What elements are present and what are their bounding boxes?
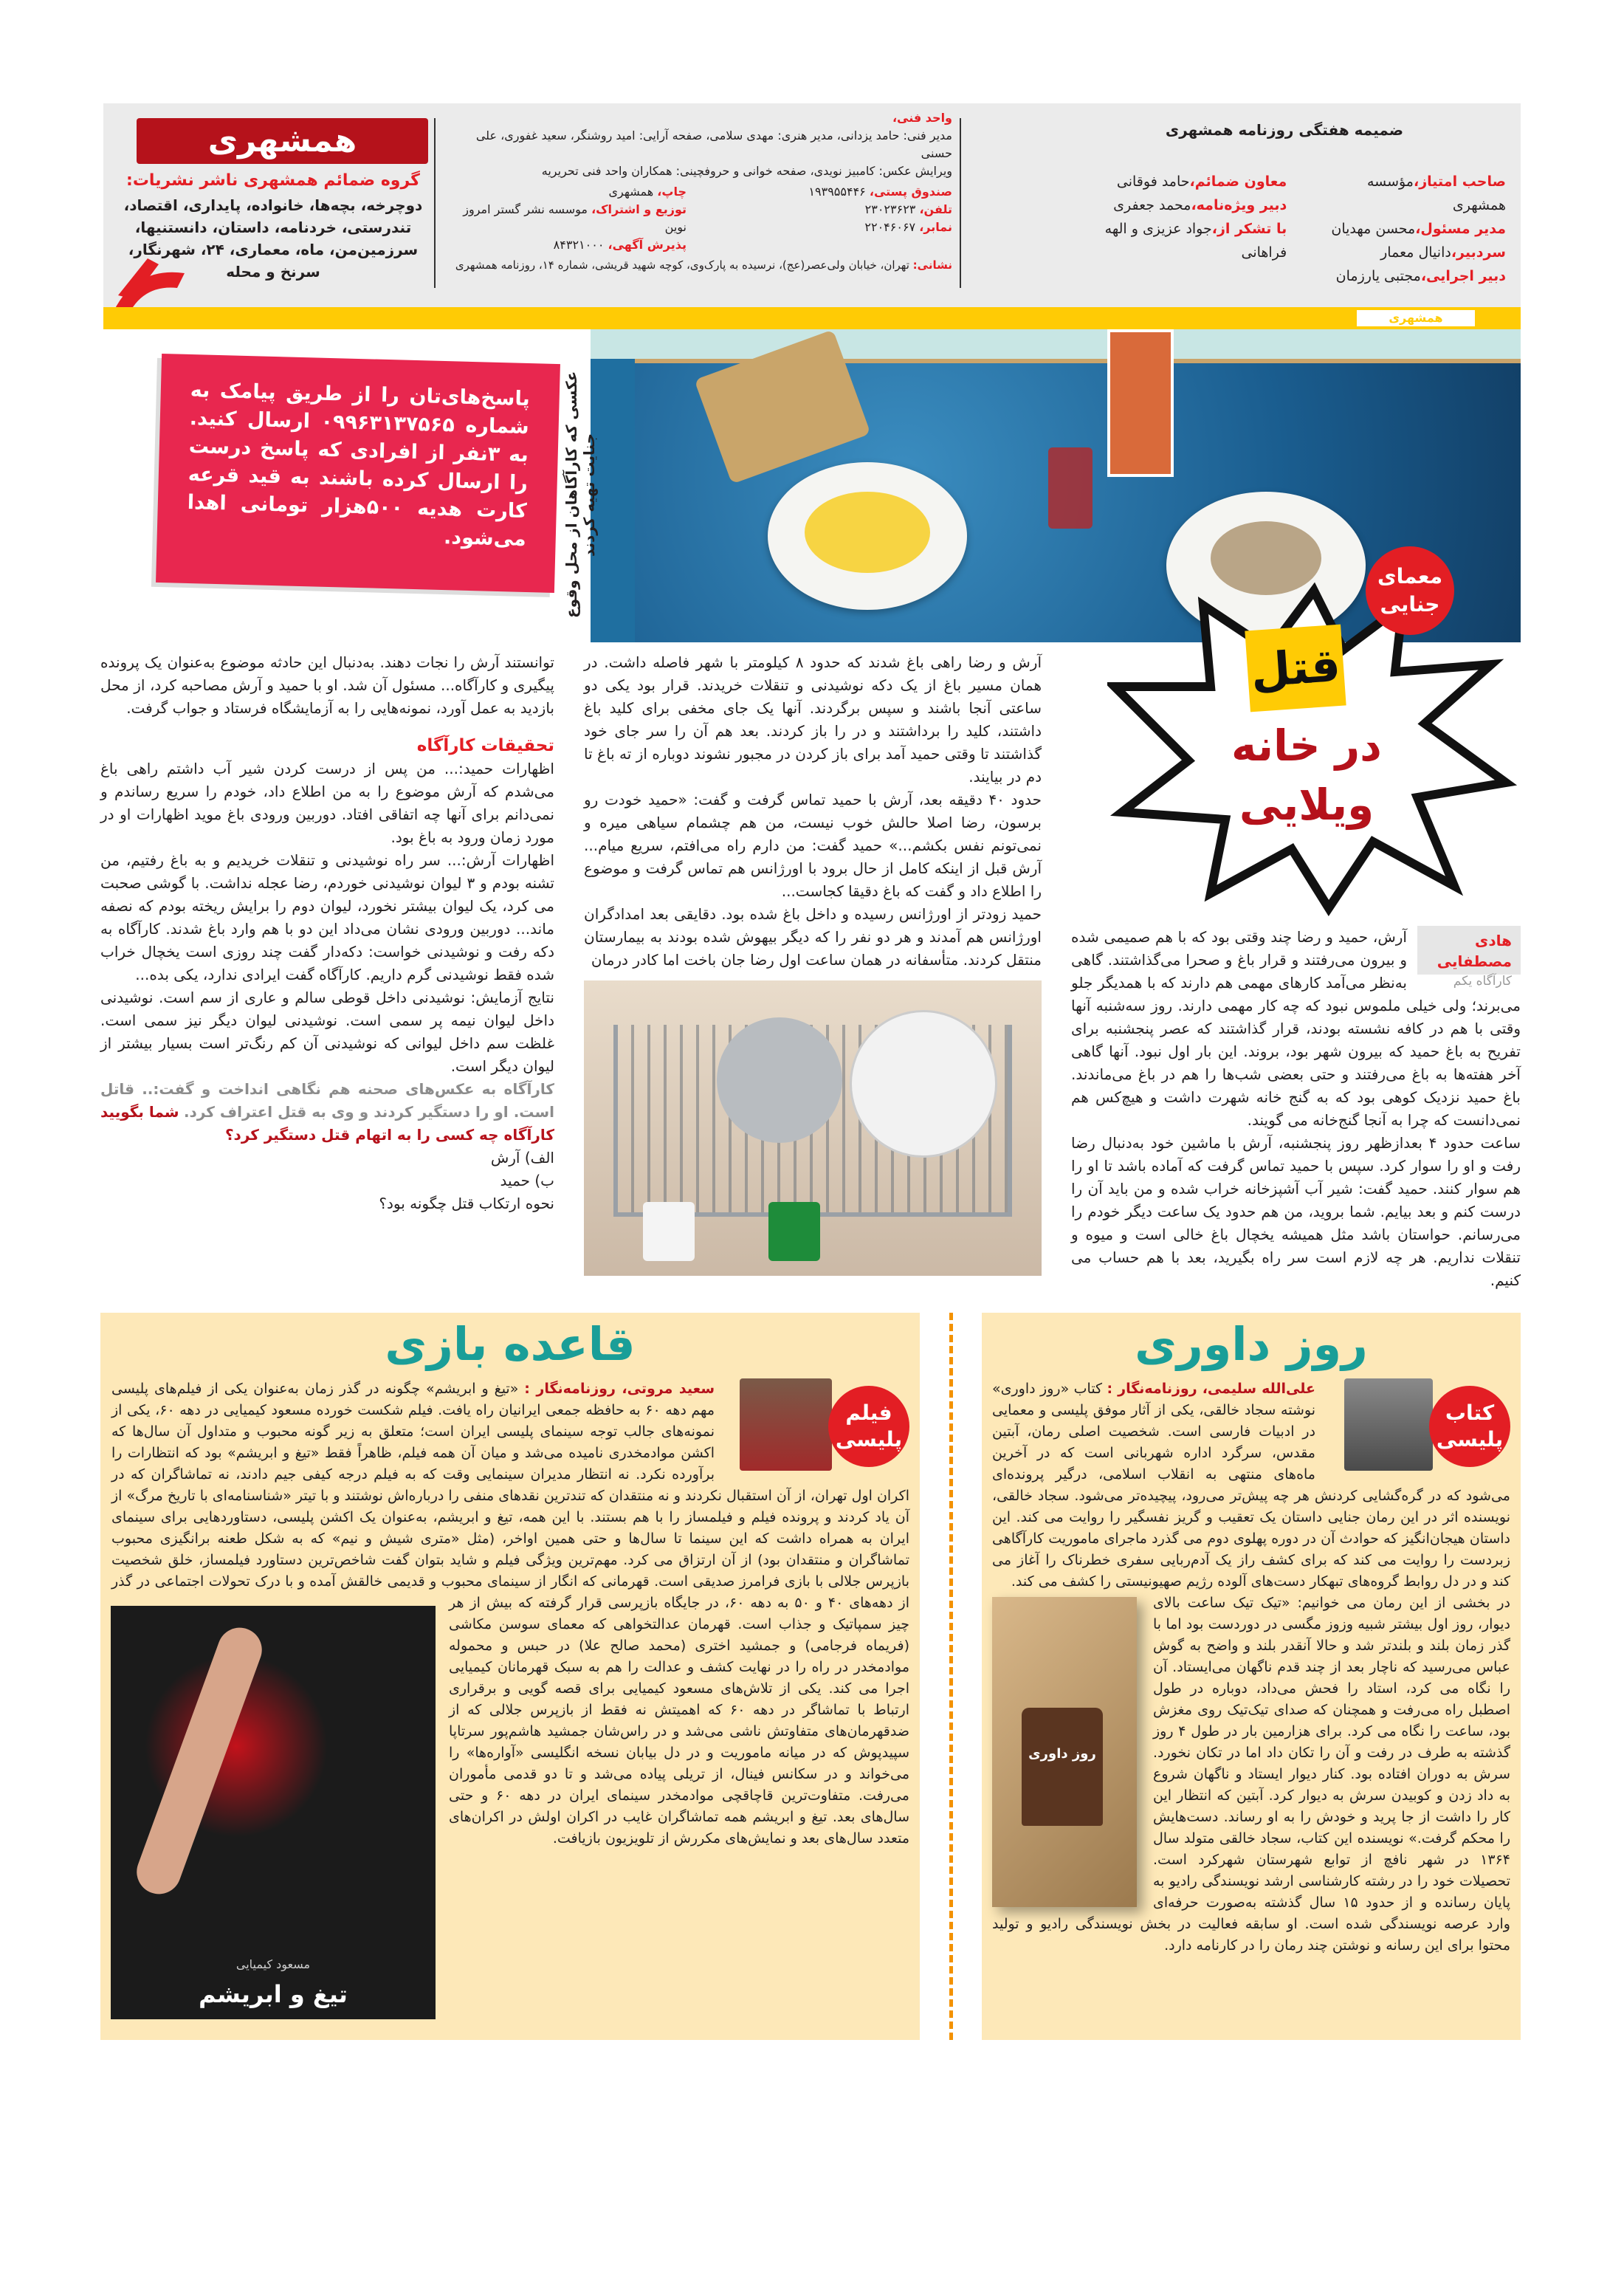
address: تهران، خیابان ولی‌عصر(عج)، نرسیده به پارک‌وی، کوچه شهید قریشی، شماره ۱۴، روزنامه همشهری [455,258,909,272]
title-spacer [1071,651,1521,926]
credit-label: دبیر اجرایی، [1420,268,1506,284]
paragraph: توانستند آرش را نجات دهند. به‌دنبال این حادثه موضوع به‌عنوان یک پرونده پیگیری و کارآگاه... مسئول آن شد. او با حمید و آرش مصاحبه کرد، از محل بازدید به عمل آورد، نمونه‌هایی را به آزمایشگاه فرستاد و جواب گرفت. [100,653,554,717]
poster-title: تیغ و ابریشم [199,1980,348,2008]
contact-label: تلفن، [919,202,952,216]
divider [960,118,961,288]
book-cover-title: روز داوری [1022,1708,1103,1826]
credit-value: جواد عزیزی و الهه فراهانی [1104,221,1287,261]
paragraph: حمید زودتر از اورژانس رسیده و داخل باغ شده بود. دقایقی بعد امدادگران اورژانس هم آمدند و هر دو نفر را که دیگر بیهوش شده بودند به بیمارستان منتقل کردند. متأسفانه در همان ساعت اول رضا جان باخت اما کادر درمان [584,905,1042,969]
contact-label: چاپ، [657,185,687,199]
question: شما بگویید کارآگاه چه کسی را به اتهام قتل دستگیر کرد؟ [100,1103,554,1144]
credit-label: معاون ضمائم، [1189,174,1287,190]
credit-value: مؤسسه همشهری [1366,174,1506,213]
paragraph: ساعت حدود ۴ بعدازظهر روز پنجشنبه، آرش با ماشین خود به‌دنبال رضا رفت و او را سوار کرد. سپس با حمید تماس گرفت که آماده باشد تا او را هم سوار کنند. حمید گفت: شیر آب آشپزخانه خراب شده و من باید آن را درست کنم و بعد بیایم. شما بروید، من هم حدود یک ساعت دیگر خودم را می‌رسانم. حواستان باشد مثل همیشه یخچال باغ خالی است و میوه و تنقلات نداریم. هر چه لازم است سر راه بگیرید، بعد با هم حساب می کنیم. [1071,1134,1521,1289]
publisher-line: سرزمین‌من، ماه، معماری، ۲۴، شهرنگار، [128,241,419,258]
badge-line: پلیسی [835,1427,903,1452]
paragraph: «تیغ و ابریشم» چگونه در گذر زمان به‌عنوان یکی از فیلم‌های پلیسی مهم دهه ۶۰ به حافظه جمعی ایرانیان راه یافت. فیلم شکست خورده مسعود کیمیایی در دهه ۶۰، یکی از نمونه‌های جالب توجه سینمای پلیسی ایران است؛ متعلق به زیر گونه محبوب و متداول آن سال‌ها که اکشن موادمخدری نامیده می‌شد و میان آن همه فیلم، ظاهراً فقط «تیغ و ابریشم» بود که انتظارات را برآورده نکرد. نه انتظار مدیران سینمایی وقت که به فیلم درجه کیفی جیم دادند، نه تماشاگران که در اکران اول تهران، از آن استقبال نکردند و نه منتقدان که تندترین نقدهای منفی را درباره‌اش نوشتند و با تیتر «شناسنامه‌ای با تاریخ مرگ» از آن یاد کردند و پرونده فیلم و فیلمساز را با هم بستند. با این همه، تیغ و ابریشم، به‌عنوان یک اکشن پلیسی، دستاوردهایی برای سینمای ایران به همراه داشت که این سینما تا سال‌ها و حتی همین اواخر، (مثل «متری شیش و نیم» که به شکل طعنه برانگیزی محبوب تماشاگران و منتقدان بود) از آن ارتزاق می کرد. مهم‌ترین ویژگی فیلم و شاید بتوان گفت شاخص‌ترین دستاورد فیلمساز، خلق شخصیت بازپرس جلالی با بازی فرامرز صدیقی است. قهرمانی که انگار از سینمای محبوب و قدیمی خالقش آمده و با درک تحولات اجتماعی در گذر از دهه‌های ۴۰ و ۵۰ به دهه ۶۰، در جایگاه بازپرسی قرار گرفته که بیش از هر چیز سمپاتیک و جذاب است. قهرمان عدالتخواهی که معمای سوسن مکاشی (فریماه فرجامی) و جمشید اختری (محمد صالح علا) در حبس و محموله موادمخدر در راه را در نهایت کشف و عدالت را هم به سبک قهرمانان کیمیایی اجرا می کند. یکی از تلاش‌های مسعود کیمیایی برای قصه گویی و برقراری ارتباط با تماشاگر در دهه ۶۰ که اهمیتش نه فقط از بازپرس جلالی که از ضدقهرمان‌های متفاوتش ناشی می‌شد و در راس‌شان جمشید هاشم‌پور سرتاپا سپیدپوش که در میانه ماموریت و در دل بیابان نسخه انگلیسی «آواره‌ها» را می‌خواند و در سکانس فینال، از تریلی پیاده می‌شد و تا دو قدمی مأموران می‌رفت. متفاوت‌ترین قاچاقچی موادمخدر سینمای ایران در دهه ۶۰ و حتی سال‌های بعد. تیغ و ابریشم همه تماشاگران غایب در اکران اولش در اکران‌های متعدد سال‌های بعد و نمایش‌های مکررش از تلویزیون بازیافت. [111,1381,909,1847]
yellow-band [103,307,1521,329]
credit-value: حامد فوقانی [1116,174,1190,190]
answer-option: ب) حمید [500,1172,554,1189]
contact-value: ۸۴۳۲۱۰۰۰ [553,238,605,252]
contact-value: ۱۹۳۹۵۵۴۴۶ [808,185,866,199]
publisher-line: دوچرخه، بچه‌ها، خانواده، پایداری، اقتصاد، [123,196,423,214]
paragraph: حدود ۴۰ دقیقه بعد، آرش با حمید تماس گرفت و گفت: «حمید خودت رو برسون، رضا اصلا حالش خوب نیست، من هم چشمام سیاهی میره و نمی‌تونم نفس بکشم...» حمید گفت: من دارم راه می‌افتم، سریع میام... آرش قبل از اینکه کامل از حال برود با اورژانس هم تماس گرفت و موضوع را اطلاع داد و گفت که باغ دقیقا کجاست... [584,791,1042,900]
title-word-murder: قتل [1245,625,1346,712]
story-left-column [100,651,554,1215]
contact-label: نمابر، [919,220,952,234]
credit-value: محسن مهدیان [1331,221,1416,237]
poster-director: مسعود کیمیایی [235,1957,311,1971]
byline: سعید مروتی، روزنامه‌نگار : [524,1381,715,1397]
badge-line: فیلم [845,1401,892,1425]
credit-label: سردبیر، [1451,244,1506,261]
bottom-sections [100,1313,1521,2040]
contact-label: توزیع و اشتراک، [591,202,687,216]
technical-title: واحد فنی، [892,111,952,125]
contact-label: پذیرش آگهی، [608,238,687,252]
sms-contest-box: پاسخ‌های‌تان را از طریق پیامک به شماره ۰۹۹۶۳۱۳۷۵۶۵ ارسال کنید. به ۳نفر از افرادی که پاسخ درست را ارسال کرده باشند به قید قرعه کارت هدیه ۵۰۰هزار تومانی اهدا می‌شود. [156,354,560,593]
conclusion: کارآگاه به عکس‌های صحنه هم نگاهی انداخت و گفت:.. قاتل است. او را دستگیر کردند و وی به قتل اعتراف کرد. [100,1080,554,1121]
contact-value: ۲۳۰۲۳۶۲۳ [864,202,916,216]
paragraph: کتاب «روز داوری» نوشته سجاد خالقی، یکی از آثار موفق پلیسی و معمایی در ادبیات فارسی است. شخصیت اصلی رمان، آبتین مقدس، سرگرد اداره شهربانی است که در آخرین ماه‌های منتهی به انقلاب اسلامی، درگیر پرونده‌ای می‌شود که در گره‌گشایی کردنش هر چه پیش‌تر می‌رود، پیچیده‌تر می‌شود. سجاد خالقی، نویسنده اثر در این رمان جنایی داستان یک تعقیب و گریز نفسگیر را روایت می کند. این داستان هیجان‌انگیز که حوادث آن در دوره پهلوی دوم می گذرد ماجرای ماموریت کارآگاهی زبردست را روایت می کند که برای کشف راز یک آدم‌ربایی سفری خطرناک را آغاز می کند و در دل روابط گروه‌های تبهکار دست‌های آلوده رژیم صهیونیستی را کشف می کند. [992,1381,1510,1590]
paragraph: آرش، حمید و رضا چند وقتی بود که با هم صمیمی شده و بیرون می‌رفتند و قرار باغ و صحرا می‌گذاشتند. گاهی به‌نظر می‌آمد کارهای مهمی هم دارند که با همدیگر جلو می‌برند؛ ولی خیلی ملموس نبود که چه کار مهمی دارند. روز سه‌شنبه آنها وقتی با هم در کافه نشسته بودند، قرار گذاشتند که عصر پنجشنبه برای تفریح به باغ حمید که بیرون شهر بود، بروند. این بار اول نبود. آنها گاهی آخر هفته‌ها به باغ می‌رفتند و حتی بعضی شب‌ها را هم در باغ می‌ماندند. باغ حمید نزدیک کوهی بود که به گنج خانه شهرت داشت و هیچ‌کس هم نمی‌دانست که چرا به آنجا گنج‌خانه می گویند. [1071,928,1521,1129]
book-author-group [1326,1378,1510,1474]
film-poster [111,1606,436,2019]
credit-label: با تشکر از، [1211,221,1287,237]
author-byline [1417,926,1521,989]
badge-line: کتاب [1445,1401,1495,1425]
paragraph: در بخشی از این رمان می خوانیم: «تیک تیک ساعت بالای دیوار، روز اول بیشتر شبیه وزوز مگسی در دوردست بود اما با گذر زمان بلند و بلندتر شد و حالا آنقدر بلند و واضح به گوش عباس می‌رسید که ناچار بعد از چند قدم ناگهان می‌ایستاد. آن را نگاه می کرد، استاد را فحش می‌داد، دوباره در طول اصطبل راه می‌رفت و همچنان که صدای تیک‌تیک روی مغزش بود، ساعت را نگاه می کرد. برای هزارمین بار در طول ۴ روز گذشته به طرف در رفت و آن را تکان داد اما در تکان نخورد. سرش به دوران افتاده بود. کنار دیوار ایستاد و ناگهان شروع به داد زدن و کوبیدن سرش به دیوار کرد. آبتین که انتظار این کار را داشت از جا پرید و خودش را به او رساند. دست‌هایش را محکم گرفت.» نویسنده این کتاب، سجاد خالقی متولد سال ۱۳۶۴ در شهر نافچ از توابع شهرستان شهرکرد است. تحصیلات خود را در رشته کارشناسی ارشد نویسندگی رادیو به پایان رسانده و از حدود ۱۵ سال گذشته به‌صورت حرفه‌ای وارد عرصه نویسندگی شده است. او سابقه فعالیت در بخش نویسندگی رادیو و تولید محتوا برای این رسانه و نوشتن چند رمان را در کارنامه دارد. [992,1595,1510,1954]
divider [434,118,436,288]
credit-value: مجتبی یارزمان [1335,268,1421,284]
paragraph: آرش و رضا راهی باغ شدند که حدود ۸ کیلومتر با شهر فاصله داشت. در همان مسیر باغ از یک دکه نوشیدنی و تنقلات خریدند. قرار بود یکی دو ساعتی آنجا باشند و سپس برگردند. آنها یک جای مخفی برای کلید باغ داشتند، کلید را برداشتند و در را باز کردند. بعد هم آن را سر جای خود گذاشتند تا وقتی حمید آمد برای باز کردن در مجبور نشوند دوباره از ته باغ تا دم در بیایند. [584,653,1042,786]
dashed-divider-wrap [920,1313,982,2040]
supplement-title: ضمیمه هفتگی روزنامه همشهری [1165,121,1404,139]
publisher-line: سرنخ و محله [226,263,320,281]
dish-rack-photo [584,980,1042,1276]
book-cover [992,1597,1137,1907]
book-section-title: روز داوری [1135,1317,1368,1371]
publisher-group [118,171,428,283]
hamshahri-logo: همشهری [137,118,428,164]
story-middle-column [584,651,1042,1276]
title-line3: ویلایی [1239,780,1374,830]
credit-line: ویرایش عکس: کامبیز نویدی، صفحه خوانی و حروفچینی: همکاران واحد فنی تحریریه [541,164,952,178]
author-photo [1344,1378,1433,1471]
byline: علی‌الله سلیمی، روزنامه‌نگار : [1107,1381,1315,1397]
band-logo: همشهری [1357,310,1475,326]
author-photo [740,1378,832,1471]
film-author-group [725,1378,909,1474]
book-review-text [992,1378,1510,1957]
badge-line: معمای [1377,564,1443,588]
credit-label: مدیر مسئول، [1415,221,1506,237]
police-book-badge [1429,1386,1510,1467]
paragraph: نتایج آزمایش: نوشیدنی داخل قوطی سالم و عاری از سم است. نوشیدنی داخل لیوان نیمه پر سمی است. نوشیدنی لیوان دیگر نیز سمی است. غلظت سم داخل لیوانی که نوشیدنی آن کم رنگ‌تر است بسیار بیشتر از لیوان دیگر است. [100,989,554,1075]
film-section-title: قاعده بازی [385,1317,636,1371]
publisher-group-title: گروه ضمائم همشهری ناشر نشریات: [126,171,420,190]
credit-label: دبیر ویژه‌نامه، [1191,197,1287,213]
contact-value: موسسه نشر گستر امروز نوین [463,202,687,234]
story-right-column [1071,651,1521,1292]
crime-mystery-badge [1366,546,1454,635]
publisher-line: تندرستی، خردنامه، داستان، دانستنیها، [134,219,412,236]
book-panel [982,1313,1521,2040]
badge-line: جنایی [1380,592,1440,616]
credit-value: محمد جعفری [1113,197,1191,213]
investigation-heading: تحقیقات کارآگاه [416,736,554,755]
author-name: هادی مصطفایی [1437,932,1512,970]
author-role: کارآگاه یکم [1453,974,1512,989]
paragraph: اظهارات آرش:... سر راه نوشیدنی و تنقلات خریدیم و به باغ رفتیم، من تشنه بودم و ۳ لیوان نوشیدنی خوردم، رضا عجله نداشت. با گوشی صحبت می کرد، یک لیوان بیشتر نخورد، لیوان دوم را برایش ریخته بودم که نصفه ماند... دوربین ورودی نشان می‌داد این دو با هم وارد باغ شدند. کارآگاه به دکه رفت و نوشیدنی خواست: دکه‌دار گفت چند روزی است یخچال خراب شده فقط نوشیدنی گرم داریم. کارآگاه گفت ایرادی ندارد، یکی بده... [100,851,554,983]
main-content [100,651,1521,2040]
contact-value: ۲۲۰۴۶۰۶۷ [864,220,916,234]
contact-value: همشهری [608,185,654,199]
film-review-text [111,1378,909,2025]
technical-credits [443,109,952,273]
credit-line: مدیر فنی: حامد یزدانی، مدیر هنری: مهدی سلامی، صفحه آرایی: امید روشنگر، سعید غفوری، علی حسنی [475,128,952,160]
answer-option: الف) آرش [490,1149,554,1167]
dashed-divider [949,1313,953,2040]
photo-caption: عکسی که کارآگاهان از محل وقوع جنایت تهیه کردند [562,371,598,619]
contact-label: صندوق پستی، [869,185,952,199]
paragraph: اظهارات حمید:... من پس از درست کردن شیر آب داشتم راهی باغ می‌شدم که آرش موضوع را به من اطلاع داد، خودم را سریع رساندم و نمی‌دانم برای آنها چه اتفاقی افتاد. دوربین ورودی باغ موید اظهارات او در مورد زمان ورود به باغ بود. [100,760,554,846]
badge-line: پلیسی [1436,1427,1504,1452]
address-label: نشانی: [912,258,952,272]
film-panel [100,1313,920,2040]
credit-value: دانیال معمار [1380,244,1451,261]
story-columns [100,651,1521,1292]
title-line2: در خانه [1231,721,1382,771]
question: نحوه ارتکاب قتل چگونه بود؟ [379,1195,554,1212]
police-film-badge [828,1386,909,1467]
masthead-credits [1063,118,1506,288]
credit-label: صاحب امتیاز، [1414,174,1506,190]
